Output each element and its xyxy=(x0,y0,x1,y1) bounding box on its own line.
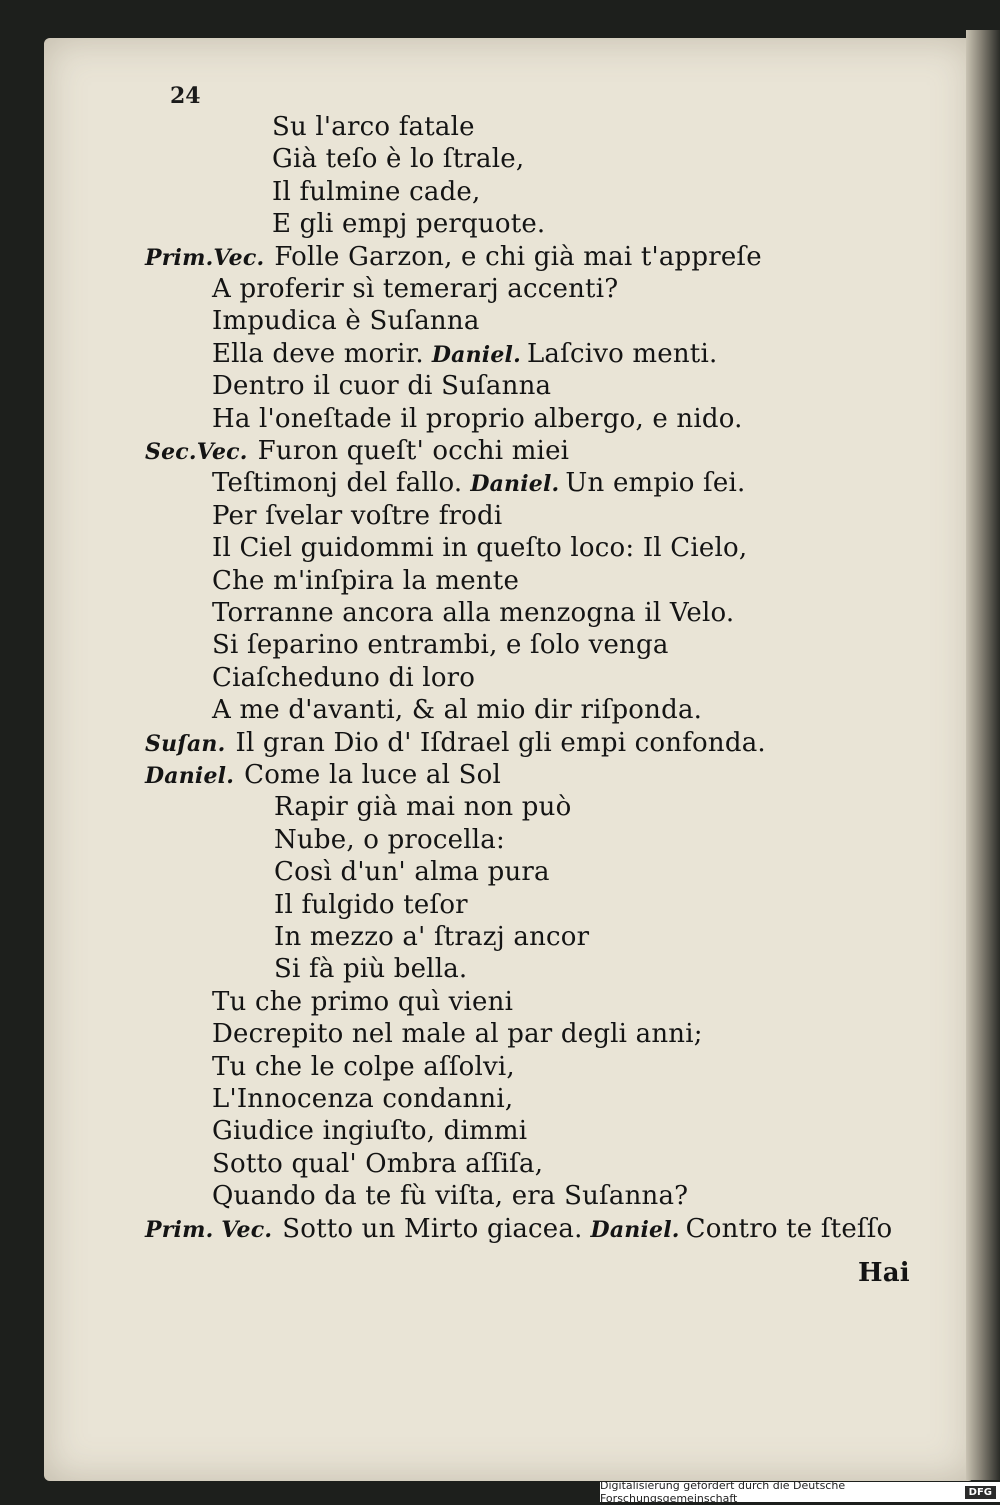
text-line xyxy=(145,728,766,758)
verse-text: Si ſeparino entrambi, e ſolo venga xyxy=(212,630,669,660)
text-line xyxy=(212,501,502,531)
verse-text: Rapir già mai non può xyxy=(274,792,572,822)
text-line xyxy=(274,825,505,855)
verse-text: L'Innocenza condanni, xyxy=(212,1084,514,1114)
verse-text: E gli empj perquote. xyxy=(272,209,546,239)
text-line xyxy=(212,663,475,693)
verse-text: Furon queſt' occhi miei xyxy=(257,436,570,466)
speaker-label: Daniel. xyxy=(431,342,521,368)
text-line xyxy=(212,695,702,725)
verse-text: Che m'inſpira la mente xyxy=(212,566,520,596)
verse-text: Sotto un Mirto giacea. xyxy=(282,1214,583,1244)
text-line xyxy=(145,242,762,272)
text-line xyxy=(212,404,743,434)
verse-text: Il fulgido teſor xyxy=(274,890,468,920)
verse-text: Si fà più bella. xyxy=(274,954,468,984)
verse-text: Ella deve morir. xyxy=(212,339,424,369)
text-line xyxy=(274,954,467,984)
text-line xyxy=(212,339,717,369)
verse-text: Così d'un' alma pura xyxy=(274,857,550,887)
text-line xyxy=(212,1181,688,1211)
footer-credit: Digitalisierung gefördert durch die Deutsche Forschungsgemeinschaft xyxy=(600,1479,846,1505)
verse-text: Contro te ſteſſo xyxy=(685,1214,893,1244)
verse-text: In mezzo a' ſtrazj ancor xyxy=(274,922,590,952)
text-line xyxy=(274,922,589,952)
text-line xyxy=(274,890,468,920)
verse-text: Impudica è Suſanna xyxy=(212,306,480,336)
verse-text: Il Ciel guidommi in queſto loco: Il Cielo, xyxy=(212,533,748,563)
footer-bar xyxy=(600,1479,1000,1505)
verse-text: Dentro il cuor di Suſanna xyxy=(212,371,552,401)
text-line xyxy=(272,112,475,142)
verse-text: Sotto qual' Ombra aſſiſa, xyxy=(212,1149,544,1179)
text-line xyxy=(212,1149,543,1179)
verse-text: Laſcivo menti. xyxy=(526,339,718,369)
text-line xyxy=(212,371,551,401)
text-line xyxy=(212,566,519,596)
text-line xyxy=(212,987,513,1017)
verse-text: Per ſvelar voſtre frodi xyxy=(212,501,503,531)
verse-text: Su l'arco fatale xyxy=(272,112,475,142)
speaker-label: Daniel. xyxy=(470,471,560,497)
verse-text: A proferir sì temerarj accenti? xyxy=(212,274,619,304)
verse-text: Ha l'oneſtade il proprio albergo, e nido. xyxy=(212,404,743,434)
verse-text: Il fulmine cade, xyxy=(272,177,481,207)
verse-text: Folle Garzon, e chi già mai t'appreſe xyxy=(274,242,762,272)
verse-text: Torranne ancora alla menzogna il Velo. xyxy=(212,598,735,628)
verse-text: Il gran Dio d' Iſdrael gli empi confonda. xyxy=(235,728,766,758)
text-line xyxy=(272,209,545,239)
text-line xyxy=(212,1084,513,1114)
text-line xyxy=(145,436,569,466)
text-line xyxy=(274,857,550,887)
speaker-label: Prim. Vec. xyxy=(145,1217,273,1243)
text-line xyxy=(272,177,480,207)
verse-text: Tu che primo quì vieni xyxy=(212,987,514,1017)
text-line xyxy=(145,760,501,790)
text-line xyxy=(212,533,747,563)
text-line xyxy=(212,598,734,628)
text-line xyxy=(274,792,571,822)
text-line xyxy=(212,1116,527,1146)
text-line xyxy=(212,468,745,498)
dfg-logo: DFG xyxy=(965,1486,996,1499)
text-line xyxy=(212,306,480,336)
page-number: 24 xyxy=(170,83,201,109)
verse-text: Ciaſcheduno di loro xyxy=(212,663,476,693)
verse-text: Tu che le colpe aſſolvi, xyxy=(212,1052,515,1082)
verse-text: Come la luce al Sol xyxy=(244,760,501,790)
verse-text: Nube, o procella: xyxy=(274,825,505,855)
speaker-label: Daniel. xyxy=(590,1217,680,1243)
speaker-label: Sec.Vec. xyxy=(145,439,248,465)
text-line xyxy=(145,1214,892,1244)
verse-text: Quando da te fù viſta, era Suſanna? xyxy=(212,1181,689,1211)
verse-text: Giudice ingiuſto, dimmi xyxy=(212,1116,528,1146)
speaker-label: Suſan. xyxy=(145,731,226,757)
page-fold-shadow xyxy=(966,30,1000,1480)
text-line xyxy=(212,1052,515,1082)
text-line xyxy=(212,630,669,660)
text-line xyxy=(212,274,618,304)
speaker-label: Prim.Vec. xyxy=(145,245,265,271)
speaker-label: Daniel. xyxy=(145,763,235,789)
catchword: Hai xyxy=(858,1258,910,1288)
verse-text: Teſtimonj del fallo. xyxy=(212,468,463,498)
verse-text: A me d'avanti, & al mio dir riſponda. xyxy=(212,695,703,725)
text-line xyxy=(272,144,524,174)
text-line xyxy=(212,1019,703,1049)
verse-text: Già teſo è lo ſtrale, xyxy=(272,144,525,174)
verse-text: Un empio ſei. xyxy=(565,468,746,498)
verse-text: Decrepito nel male al par degli anni; xyxy=(212,1019,703,1049)
